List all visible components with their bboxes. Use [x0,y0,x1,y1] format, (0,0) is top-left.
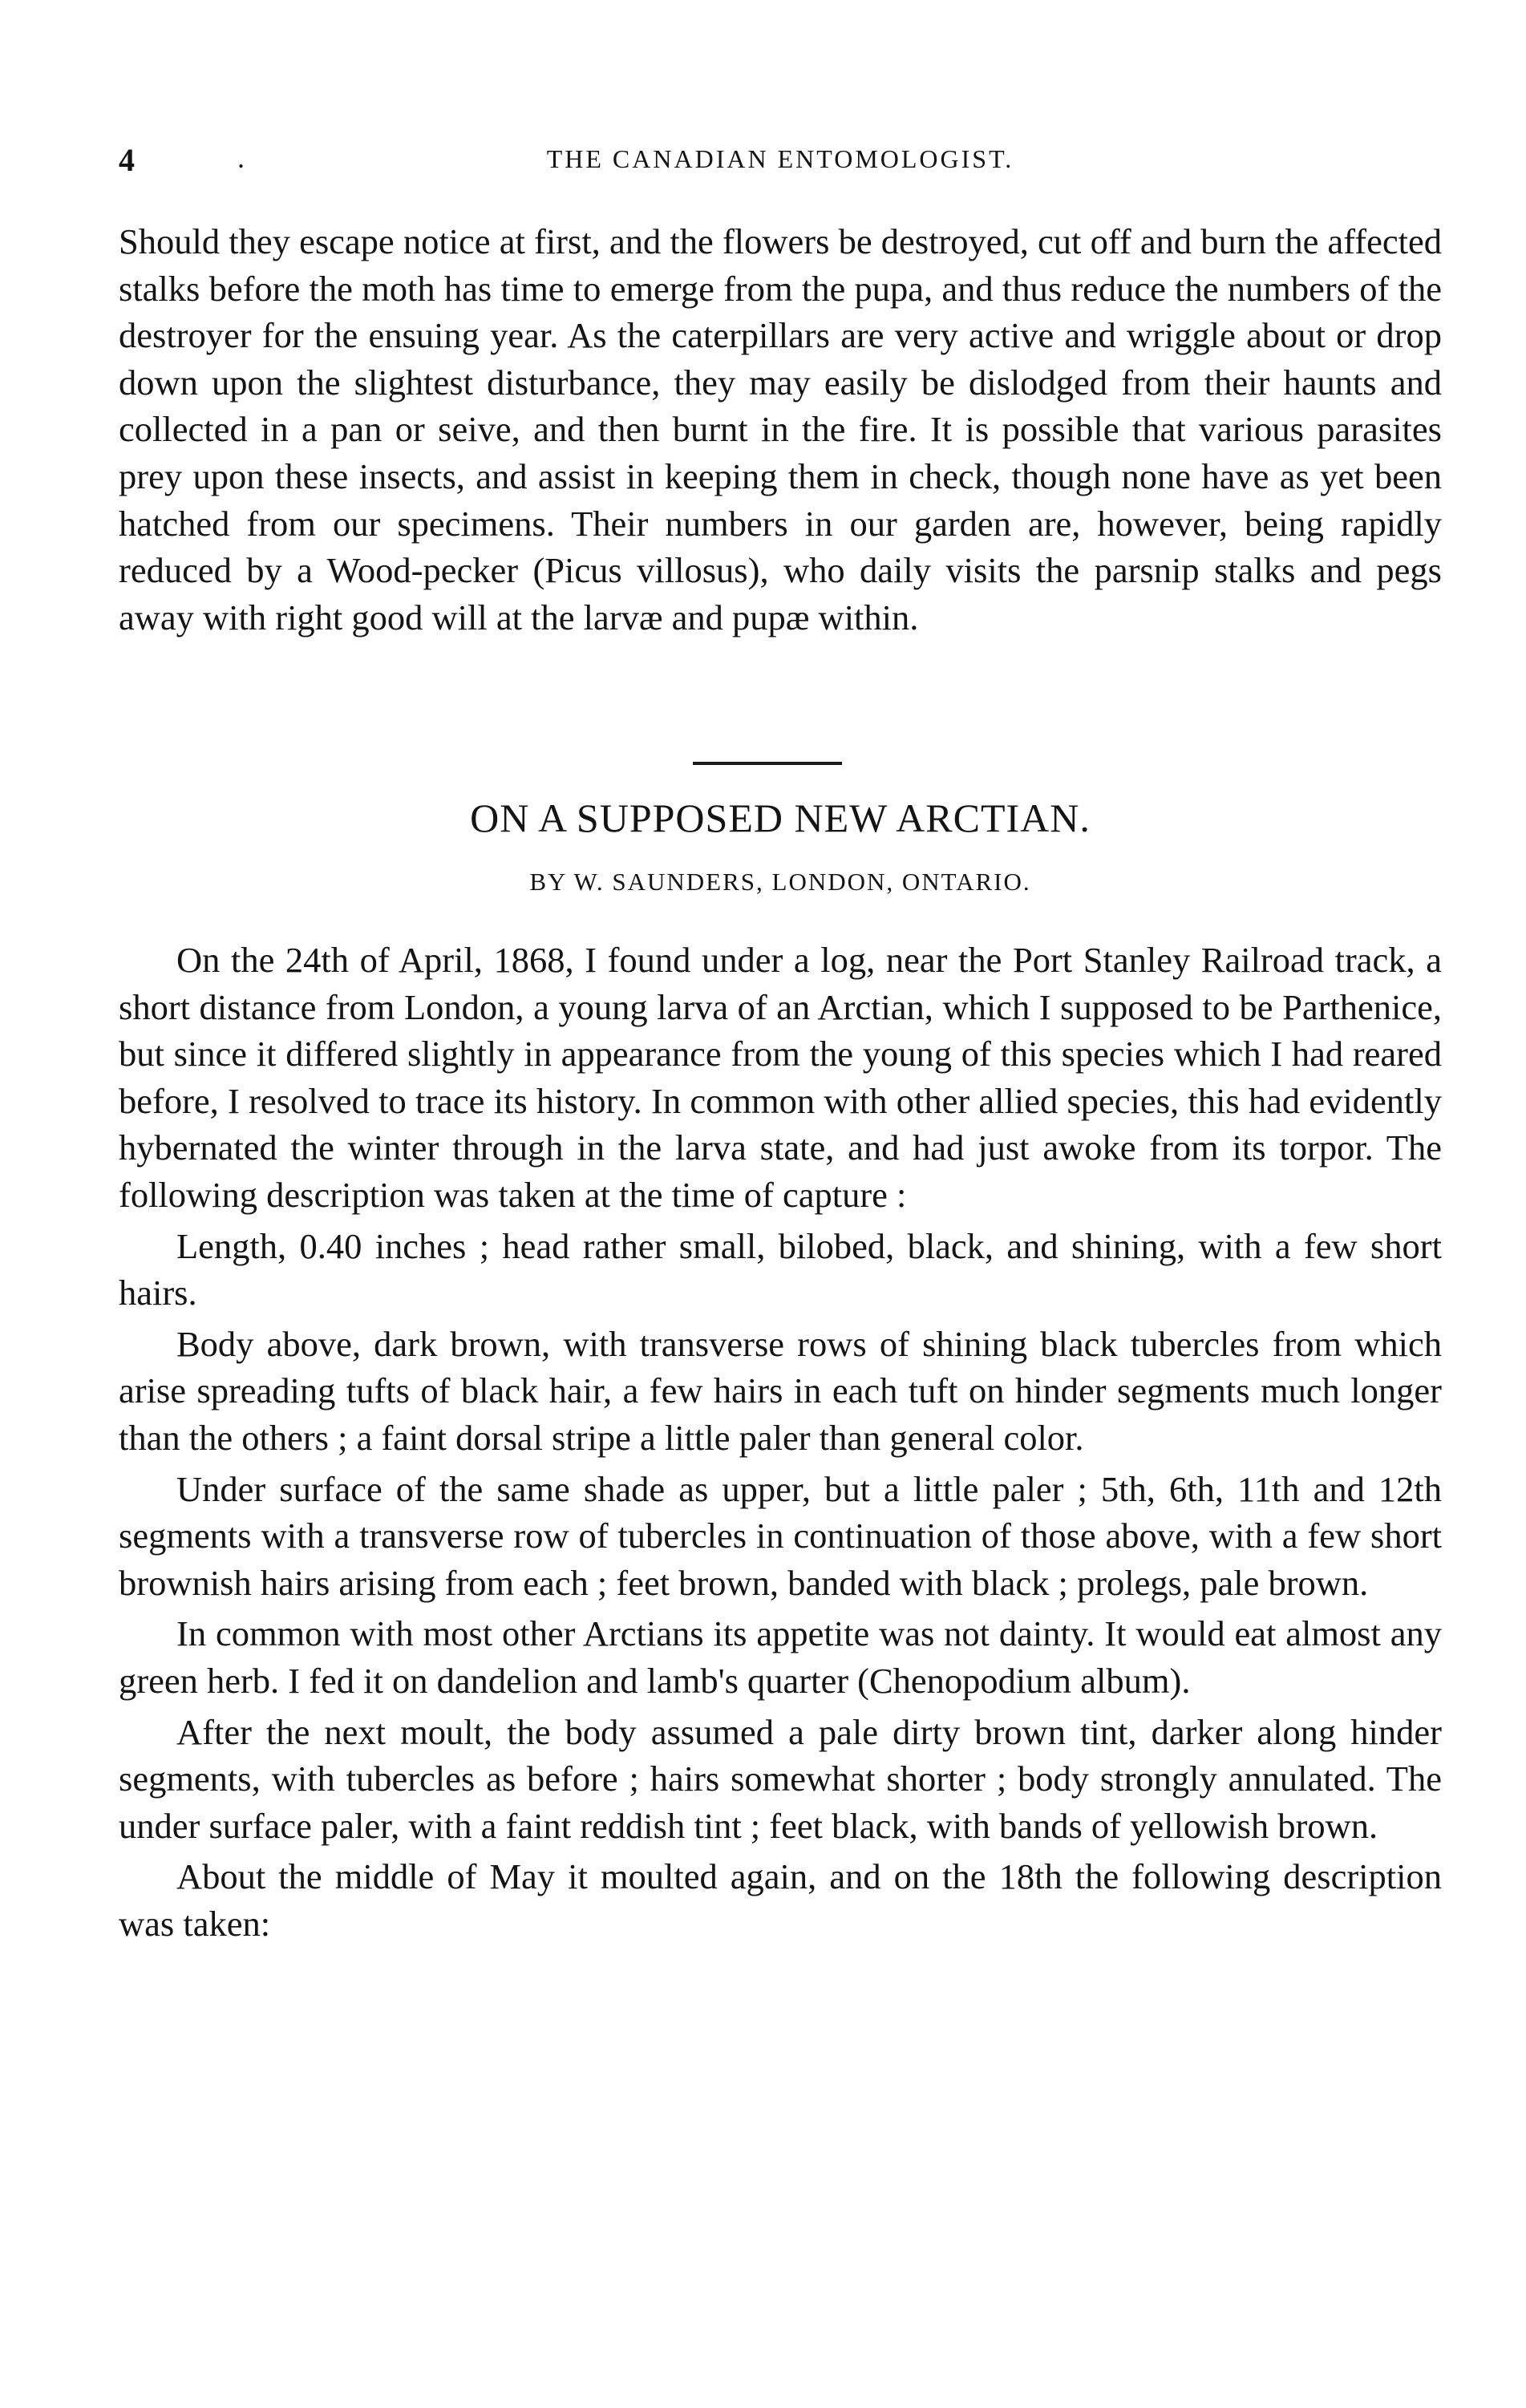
article-paragraph: After the next moult, the body assumed a pale dirty brown tint, darker along hinder segments, with tubercles as before ; hairs somewhat shorter ; body strongly annulated. The under surface paler, with a faint reddish tint ; feet black, with bands of yellowish brown. [119,1711,1442,1846]
article-title: ON A SUPPOSED NEW ARCTIAN. [470,795,1091,840]
running-title: THE CANADIAN ENTOMOLOGIST. [546,144,1014,173]
header-dot: . [237,142,246,174]
article-paragraph: In common with most other Arctians its appetite was not dainty. It would eat almost any green herb. I fed it on dandelion and lamb's quarter (Chenopodium album). [119,1613,1442,1701]
section-divider [693,762,842,765]
article-body [119,937,1442,1951]
article-byline: BY W. SAUNDERS, LONDON, ONTARIO. [529,868,1031,896]
intro-section [119,218,1442,641]
article-paragraph: Body above, dark brown, with transverse rows of shining black tubercles from which arise spreading tufts of black hair, a few hairs in each tuft on hinder segments much longer than the others ; a faint dorsal stripe a little paler than general color. [119,1323,1442,1458]
page-number: 4 [119,142,136,178]
page-header [119,141,1442,181]
article-paragraph: About the middle of May it moulted again, and on the 18th the following description was taken: [119,1856,1442,1944]
article-paragraph: Length, 0.40 inches ; head rather small, bilobed, black, and shining, with a few short hairs. [119,1225,1442,1313]
article-paragraph: On the 24th of April, 1868, I found under a log, near the Port Stanley Railroad track, a short distance from London, a young larva of an Arctian, which I supposed to be Parthenice, but since it differed slightly in appearance from the young of this species which I had reared before, I resolved to trace its history. In common with other allied species, this had evidently hybernated the winter through in the larva state, and had just awoke from its torpor. The following description was taken at the time of capture : [119,940,1442,1215]
article-paragraph: Under surface of the same shade as upper, but a little paler ; 5th, 6th, 11th and 12th segments with a transverse row of tubercles in continuation of those above, with a few short brownish hairs arising from each ; feet brown, banded with black ; prolegs, pale brown. [119,1468,1442,1603]
intro-paragraph: Should they escape notice at first, and the flowers be destroyed, cut off and burn the affected stalks before the moth has time to emerge from the pupa, and thus reduce the numbers of the destroyer for the ensuing year. As the caterpillars are very active and wriggle about or drop down upon the slightest disturbance, they may easily be dislodged from their haunts and collected in a pan or seive, and then burnt in the fire. It is possible that various parasites prey upon these insects, and assist in keeping them in check, though none have as yet been hatched from our specimens. Their numbers in our garden are, however, being rapidly reduced by a Wood-pecker (Picus villosus), who daily visits the parsnip stalks and pegs away with right good will at the larvæ and pupæ within. [119,221,1442,637]
